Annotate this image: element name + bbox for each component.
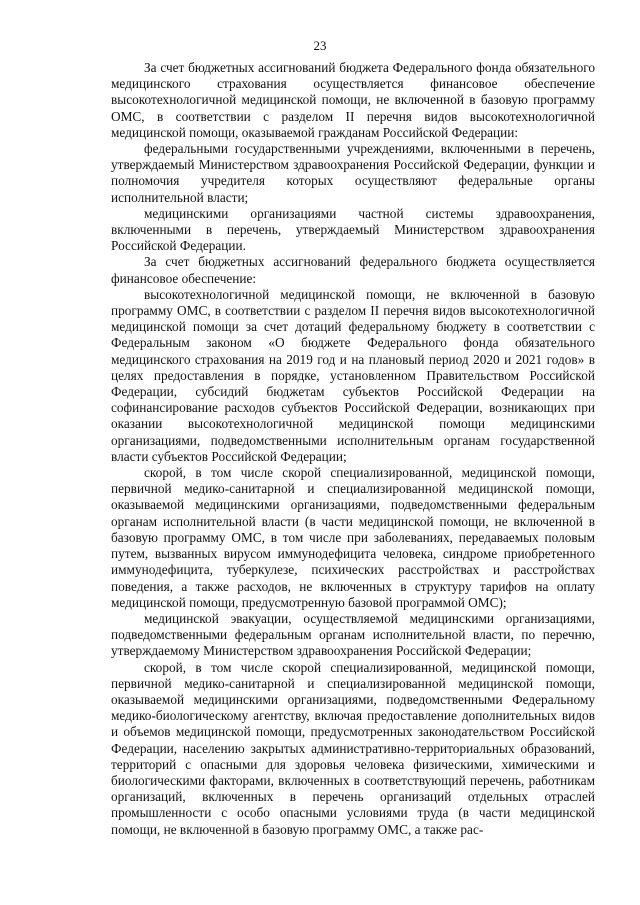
paragraph: федеральными государственными учреждениями, включенными в перечень, утверждаемый Министерством здравоохранения Российской Федерации, функции и полномочия учредителя которых осуществляют федеральные органы исполнительной власти; <box>111 141 595 205</box>
paragraph: скорой, в том числе скорой специализированной, медицинской помощи, первичной медико-санитарной и специализированной медицинской помощи, оказываемой медицинскими организациями, подведомственными Федеральному медико-биологическому агентству, включая предоставление дополнительных видов и объемов медицинской помощи, предусмотренных законодательством Российской Федерации, населению закрытых административно-территориальных образований, территорий с опасными для здоровья человека физическими, химическими и биологическими факторами, включенных в соответствующий перечень, работникам организаций, включенных в перечень организаций отдельных отраслей промышленности с особо опасными условиями труда (в части медицинской помощи, не включенной в базовую программу ОМС, а также рас- <box>111 659 595 837</box>
paragraph: скорой, в том числе скорой специализированной, медицинской помощи, первичной медико-санитарной и специализированной медицинской помощи, оказываемой медицинскими организациями, подведомственными федеральным органам исполнительной власти (в части медицинской помощи, не включенной в базовую программу ОМС, в том числе при заболеваниях, передаваемых половым путем, вызванных вирусом иммунодефицита человека, синдроме приобретенного иммунодефицита, туберкулезе, психических расстройствах и расстройствах поведения, а также расходов, не включенных в структуру тарифов на оплату медицинской помощи, предусмотренную базовой программой ОМС); <box>111 465 595 610</box>
paragraph: медицинской эвакуации, осуществляемой медицинскими организациями, подведомственными федеральным органам исполнительной власти, по перечню, утверждаемому Министерством здравоохранения Российской Федерации; <box>111 610 595 659</box>
paragraph: медицинскими организациями частной системы здравоохранения, включенными в перечень, утверждаемый Министерством здравоохранения Российской Федерации. <box>111 205 595 254</box>
page-number: 23 <box>313 38 327 53</box>
paragraph: За счет бюджетных ассигнований бюджета Федерального фонда обязательного медицинского страхования осуществляется финансовое обеспечение высокотехнологичной медицинской помощи, не включенной в базовую программу ОМС, в соответствии с разделом II перечня видов высокотехнологичной медицинской помощи, оказываемой гражданам Российской Федерации: <box>111 60 595 140</box>
paragraph: высокотехнологичной медицинской помощи, не включенной в базовую программу ОМС, в соответствии с разделом II перечня видов высокотехнологичной медицинской помощи за счет дотаций федеральному бюджету в соответствии с Федеральным законом «О бюджете Федерального фонда обязательного медицинского страхования на 2019 год и на плановый период 2020 и 2021 годов» в целях предоставления в порядке, установленном Правительством Российской Федерации, субсидий бюджетам субъектов Российской Федерации на софинансирование расходов субъектов Российской Федерации, возникающих при оказании высокотехнологичной медицинской помощи медицинскими организациями, подведомственными исполнительным органам государственной власти субъектов Российской Федерации; <box>111 286 595 464</box>
document-body <box>111 60 595 838</box>
paragraph: За счет бюджетных ассигнований федерального бюджета осуществляется финансовое обеспечение: <box>111 254 595 286</box>
